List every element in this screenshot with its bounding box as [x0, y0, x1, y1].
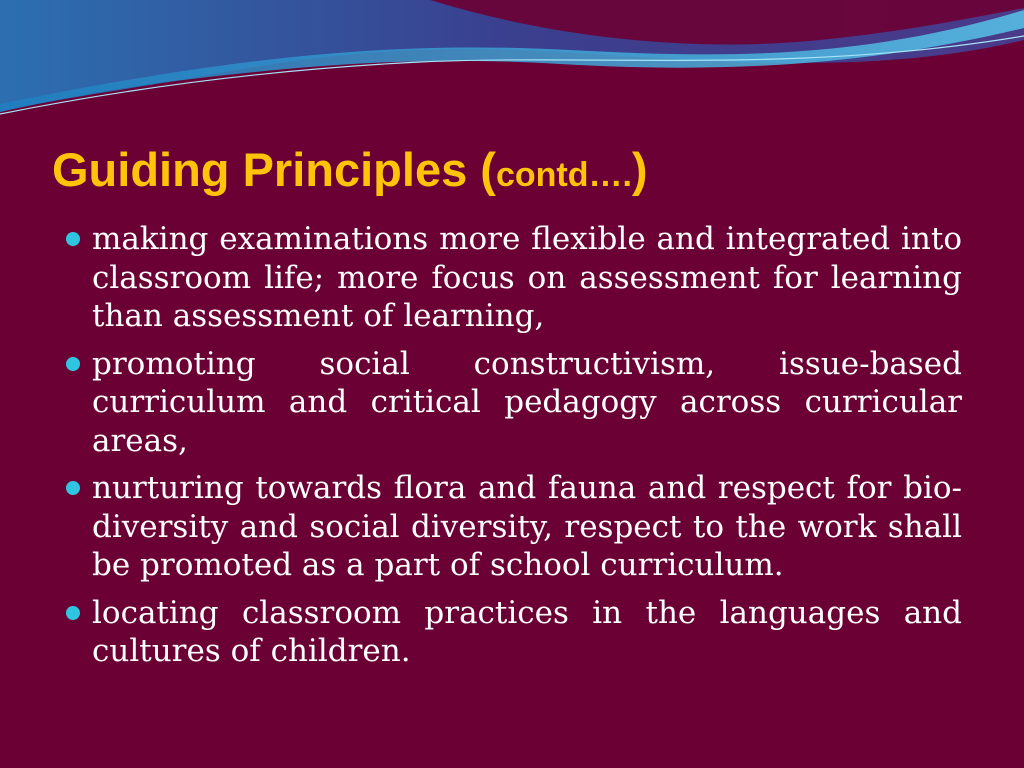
bullet-text: nurturing towards flora and fauna and respect for bio-diversity and social diversity, respect to the work shall be promoted as a part of school curriculum. [92, 470, 962, 583]
bullet-text: making examinations more flexible and integrated into classroom life; more focus on assessment for learning than assessment of learning, [92, 221, 962, 334]
bullet-item [64, 345, 962, 461]
bullet-dot-icon [66, 481, 80, 495]
bullet-text: locating classroom practices in the languages and cultures of children. [92, 594, 962, 669]
header-wave-decoration [0, 0, 1024, 130]
title-contd: contd…. [495, 156, 632, 194]
bullet-list [64, 220, 962, 680]
title-main: Guiding Principles ( [52, 143, 496, 196]
bullet-item [64, 594, 962, 671]
bullet-dot-icon [66, 232, 80, 246]
title-close-paren: ) [631, 143, 648, 196]
bullet-dot-icon [66, 606, 80, 620]
bullet-text: promoting social constructivism, issue-based curriculum and critical pedagogy across curricular areas, [92, 345, 962, 459]
bullet-item [64, 220, 962, 336]
bullet-dot-icon [66, 357, 80, 371]
bullet-item [64, 469, 962, 585]
slide-title [52, 144, 648, 196]
